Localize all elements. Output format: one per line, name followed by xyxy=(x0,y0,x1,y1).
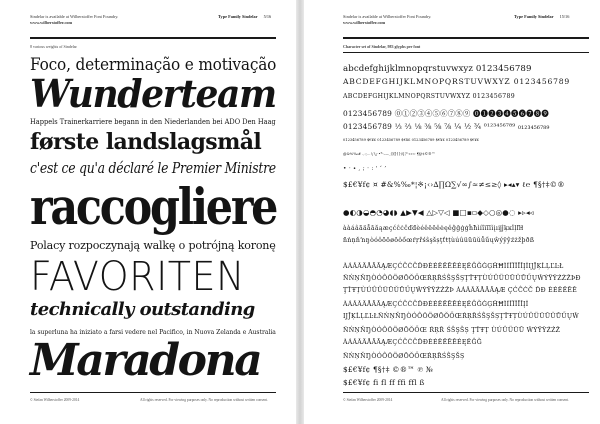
charset-row-smallcaps: ABCDEFGHIJKLMNOPQRSTUVWXYZ 0123456789 xyxy=(343,93,515,100)
charset-row-accented-upper-2: ÑŃŅŇŊÒÓÔÕÖØŌŎŐŒŔŖŘŚŜŞŠȘŢŤŦȚÙÚÛÜŨŪŬŮŰŲŴÝŸŶŹŻŽÞÐ xyxy=(343,275,581,282)
charset-row-accented-lower-2: ñńņňŉŋòóôõöøōŏőœŕŗřśŝşšșţťŧțùúûüũūŭůűųŵýÿŷźżžþðß xyxy=(343,237,535,244)
section-note: 8 various weights of Sindelar xyxy=(30,44,77,49)
charset-row-accented-upper-1: ÀÁÂÃÄÅĀĂĄÆÇĆĈĊČĎĐÈÉÊËĒĔĖĘĚĜĞĠĢĤĦÌÍÎÏĨĪĬĮİĲĴĶĹĻĽĿŁ xyxy=(343,263,564,270)
charset-row-circled: 0123456789 ⓪①②③④⑤⑥⑦⑧⑨ ⓿❶❷❸❹❺❻❼❽❾ xyxy=(343,109,549,118)
charset-row-accented-sc-2: ĲĴĶĹĻĽĿŁÑŃŅŇŊÒÓÔÕÖØŌŎŐŒŔŖŘŚŜŞŠȘŢŤŦȚÙÚÛÜŨŪŬŮŰŲŴ xyxy=(343,313,580,320)
charset-row-accented-sc-4: ÀÁÂÃÄÅĀĂĄÆÇĆĈĊČĎĐÈÉÊËĒĔĖĘĚĜĞ xyxy=(343,339,482,346)
header-title: Type Family Sindelar 15/16 xyxy=(514,14,570,19)
specimen-line-4: første landslagsmål xyxy=(30,129,262,155)
footer-copyright-right: © Stefan Wilberstoffer 2009-2014 xyxy=(343,398,393,402)
charset-row-fractions: 0123456789 ⅓ ⅔ ⅛ ⅜ ⅝ ⅞ ¼ ½ ¾ ⁰¹²³⁴⁵⁶⁷⁸⁹ ₀₁₂₃₄₅₆₇₈₉ xyxy=(343,122,550,131)
charset-row-accented-sc-5: ÑŃŅŇŊÒÓÔÕÖØŌŎŐŒŔŖŘŚŜŞŠȘ xyxy=(343,353,465,360)
charset-row-figures: 0123456789 $€¥£ 0123456789 $€¥£ 0123456789 $€¥£ 0123456789 $€¥£ xyxy=(343,138,480,142)
header-rule xyxy=(343,37,589,39)
header-rule xyxy=(30,37,276,39)
footer-rule xyxy=(30,392,276,393)
header-note: Sindelar is available at Wilberstoffer Font Foundry. www.wilberstoffer.com xyxy=(343,14,432,25)
charset-row-lowercase: abcdefghijklmnopqrstuvwxyz 0123456789 xyxy=(343,64,532,74)
charset-row-accented-lower-1: ààáâãäåāăąæçćĉċčďđèéêëēĕėęěĝğġģĥħìíîïĩīĭįıĳĵķĸĺļľŀł xyxy=(343,225,524,232)
footer-copyright: © Stefan Wilberstoffer 2009-2014 xyxy=(30,398,80,402)
specimen-line-2: Wunderteam xyxy=(30,71,276,116)
footer-rights: All rights reserved. For viewing purposes only. No reproduction without written consent. xyxy=(140,398,268,402)
page-number: 5/16 xyxy=(263,14,272,19)
footer-rule-right xyxy=(343,392,589,393)
charset-row-dots: • · ∙ , ; · : ' ʻ ʼ xyxy=(343,166,387,172)
charset-row-symbols: $£€¥f¢ ¤ #&%‰*¦※¡‹›∆∏Ω∑√∞∫≈≠≤≥◊ ▸◂▴▾ ℓ℮ ¶§†‡©® xyxy=(343,180,565,189)
specimen-line-1: Foco, determinação e motivação xyxy=(30,55,277,75)
section-rule xyxy=(343,52,589,53)
specimen-line-3: Happels Trainerkarriere begann in den Niederlanden bei ADO Den Haag xyxy=(30,117,276,126)
page-number: 15/16 xyxy=(559,14,570,19)
charset-row-punctuation: @&%‰# .,:;…!¡?¿·•*-–—_()[]{}/\|¦"'«»‹› ¶§†‡©®™ xyxy=(343,152,436,156)
charset-row-shapes: ●◐◑◒◓◔◕◖◗ ▲▶▼◀ △▷▽◁ ■□▪▫◆◇○◎●◌ ▸▹◂◃ xyxy=(343,208,534,217)
specimen-line-5: c'est ce qu'a déclaré le Premier Ministre xyxy=(30,159,276,177)
specimen-line-10: la superluna ha iniziato a farsi vedere nel Pacifico, in Nuova Zelanda e Australia xyxy=(30,328,276,336)
charset-row-accented-upper-3: ŢŤŦȚÙÚÛÜŨŪŬŮŰŲŴÝŸŶŹŻŽÞ ÀÁÂÃÄÅĀĂĄÆ ÇĆĈĊČ ĎĐ ÈÉÊËĒĔ xyxy=(343,287,578,294)
left-page xyxy=(0,0,296,424)
specimen-line-7: Polacy rozpoczynają walkę o potrójną koronę xyxy=(30,238,276,252)
specimen-line-6: raccogliere xyxy=(30,177,277,236)
charset-row-uppercase: ABCDEFGHIJKLMNOPQRSTUVWXYZ 0123456789 xyxy=(343,77,571,86)
header-title: Type Family Sindelar 5/16 xyxy=(218,14,272,19)
charset-row-accented-sc-1: ÀÁÂÃÄÅĀĂĄÆÇĆĈĊČĎĐÈÉÊËĒĔĖĘĚĜĞĠĢĤĦÌÍÎÏĨĪĬĮİ xyxy=(343,301,529,308)
footer-rights-right: All rights reserved. For viewing purposes only. No reproduction without written consent. xyxy=(441,398,569,402)
header-note: Sindelar is available at Wilberstoffer Font Foundry. www.wilberstoffer.com xyxy=(30,14,119,25)
specimen-line-11: Maradona xyxy=(30,335,261,386)
section-note: Character set of Sindelar, 983 glyphs per font xyxy=(343,44,421,49)
specimen-line-8: FAVORITEN xyxy=(30,253,245,300)
charset-row-currency: $£€¥f¢ ¶§†‡ ©®™ ℗ № xyxy=(343,365,434,374)
charset-row-ligatures: $£€¥f¢ fi fl ff ffi ffl ß xyxy=(343,378,425,387)
specimen-line-9: technically outstanding xyxy=(30,299,255,320)
charset-row-accented-sc-3: ÑŃŅŇŊÒÓÔÕÖØŌŎŐŒ ŔŖŘ ŚŜŞŠȘ ŢŤŦȚ ÙÚÛÜŨŪ ŴÝŸŶŹŻŽ xyxy=(343,327,561,334)
book-gutter xyxy=(296,0,304,424)
